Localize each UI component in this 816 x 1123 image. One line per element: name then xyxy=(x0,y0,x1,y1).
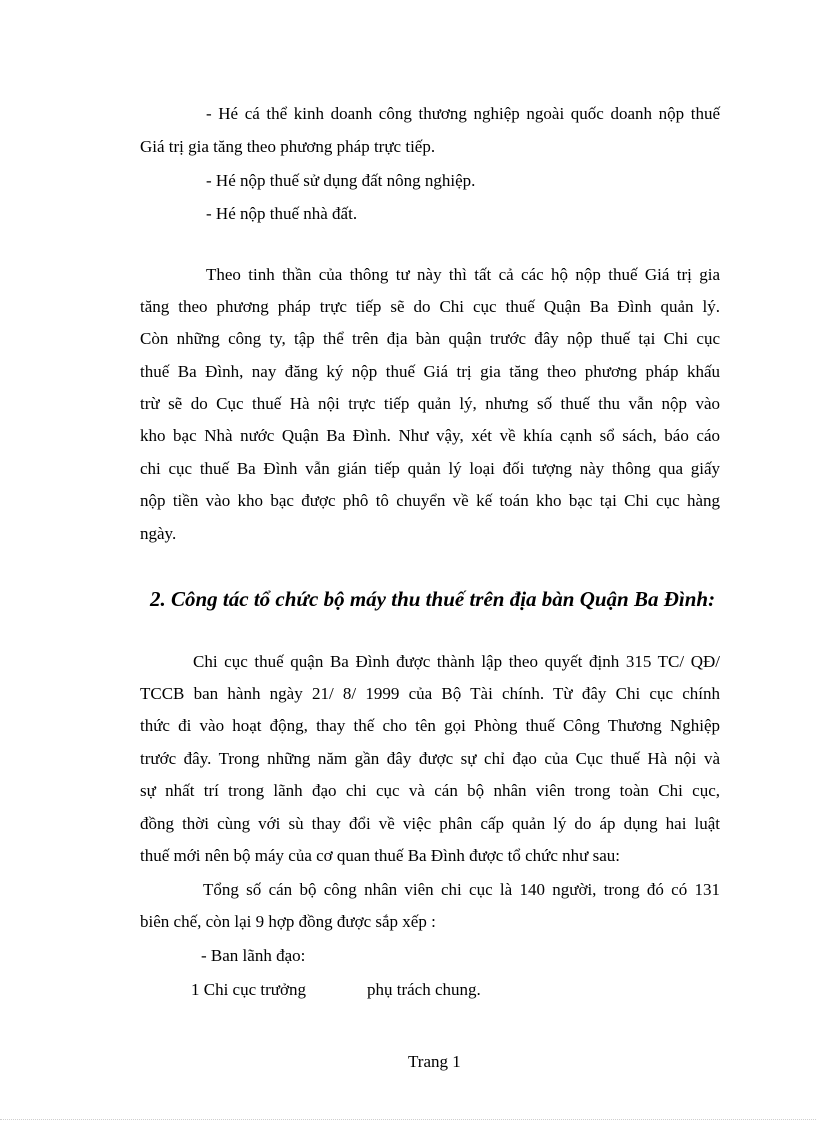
list-item-continuation: Giá trị gia tăng theo phương pháp trực tiếp. xyxy=(140,137,436,156)
page-bottom-border xyxy=(0,1119,816,1120)
paragraph-line: kho bạc Nhà nước Quận Ba Đình. Như vậy, xét về khía cạnh sổ sách, báo cáo xyxy=(140,426,720,445)
paragraph-line: nộp tiền vào kho bạc được phô tô chuyển về kế toán kho bạc tại Chi cục hàng xyxy=(140,491,720,510)
section-heading: 2. Công tác tổ chức bộ máy thu thuế trên địa bàn Quận Ba Đình: xyxy=(150,587,716,611)
paragraph-line: Còn những công ty, tập thể trên địa bàn quận trước đây nộp thuế tại Chi cục xyxy=(140,329,720,348)
paragraph-line: biên chế, còn lại 9 hợp đồng được sắp xếp : xyxy=(140,912,436,931)
paragraph-line: TCCB ban hành ngày 21/ 8/ 1999 của Bộ Tài chính. Từ đây Chi cục chính xyxy=(140,684,720,703)
paragraph-line: trước đây. Trong những năm gần đây được sự chỉ đạo của Cục thuế Hà nội và xyxy=(140,749,720,768)
paragraph-line: Theo tinh thần của thông tư này thì tất cả các hộ nộp thuế Giá trị gia xyxy=(206,265,720,284)
paragraph-line: thức đi vào hoạt động, thay thế cho tên gọi Phòng thuế Công Thương Nghiệp xyxy=(140,716,720,735)
paragraph-line: sự nhất trí trong lãnh đạo chi cục và cán bộ nhân viên trong toàn Chi cục, xyxy=(140,781,720,800)
paragraph-line: Tổng số cán bộ công nhân viên chi cục là 140 người, trong đó có 131 xyxy=(203,880,720,899)
leadership-duty: phụ trách chung. xyxy=(367,980,481,999)
page-number: Trang 1 xyxy=(408,1052,461,1071)
paragraph-line: tăng theo phương pháp trực tiếp sẽ do Chi cục thuế Quận Ba Đình quản lý. xyxy=(140,297,720,316)
paragraph-line: thuế mới nên bộ máy của cơ quan thuế Ba Đình được tổ chức như sau: xyxy=(140,846,620,865)
paragraph-line: thuế Ba Đình, nay đăng ký nộp thuế Giá trị gia tăng theo phương pháp khấu xyxy=(140,362,720,381)
paragraph-line: chi cục thuế Ba Đình vẫn gián tiếp quản lý loại đối tượng này thông qua giấy xyxy=(140,459,720,478)
paragraph-line: ngày. xyxy=(140,524,177,543)
list-item: - Hé nộp thuế sử dụng đất nông nghiệp. xyxy=(206,171,476,190)
leadership-role: 1 Chi cục trưởng xyxy=(191,980,306,999)
leadership-label: - Ban lãnh đạo: xyxy=(201,946,306,965)
list-item: - Hé cá thể kinh doanh công thương nghiệp ngoài quốc doanh nộp thuế xyxy=(206,104,720,123)
paragraph-line: Chi cục thuế quận Ba Đình được thành lập theo quyết định 315 TC/ QĐ/ xyxy=(193,652,720,671)
paragraph-line: trừ sẽ do Cục thuế Hà nội trực tiếp quản lý, nhưng số thuế thu vẫn nộp vào xyxy=(140,394,720,413)
list-item: - Hé nộp thuế nhà đất. xyxy=(206,204,358,223)
paragraph-line: đồng thời cùng với sù thay đổi về việc phân cấp quản lý do áp dụng hai luật xyxy=(140,814,720,833)
